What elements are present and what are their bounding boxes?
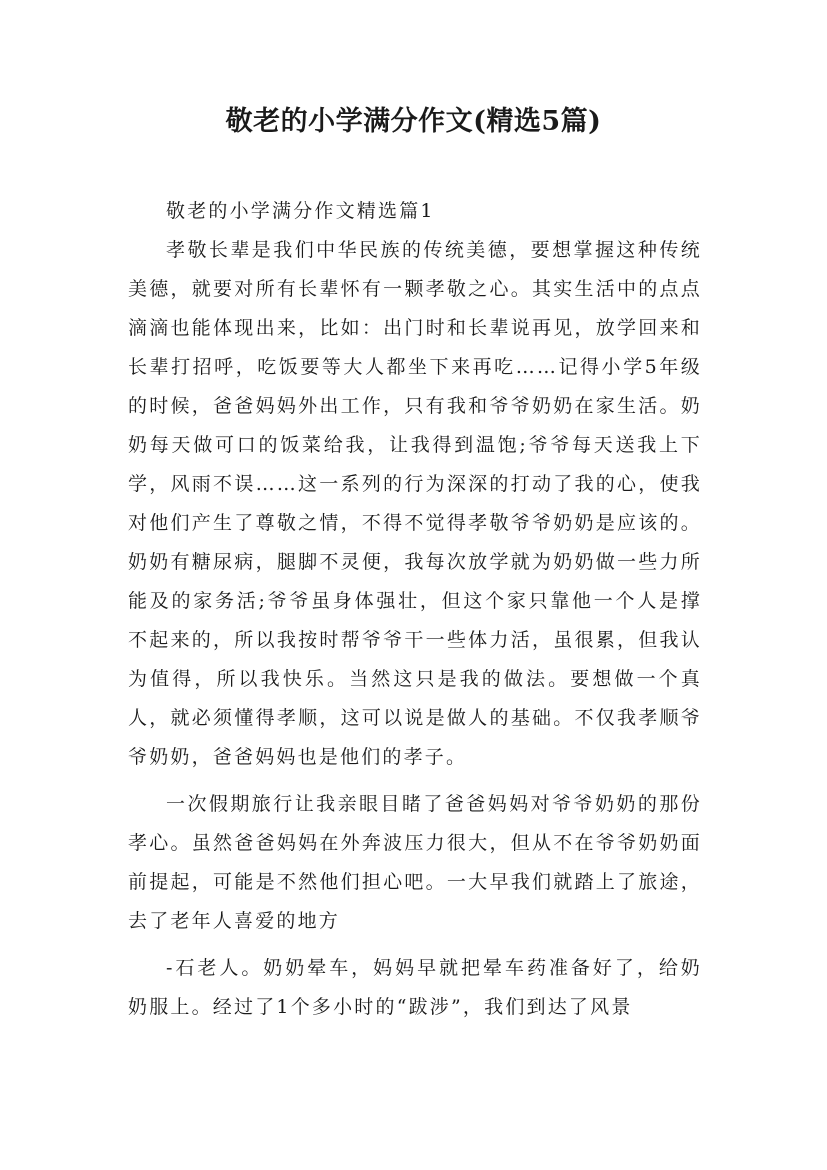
section-heading: 敬老的小学满分作文精选篇1 — [166, 200, 435, 222]
paragraph-1: 孝敬长辈是我们中华民族的传统美德，要想掌握这种传统美德，就要对所有长辈怀有一颗孝敬之心。其实生活中的点点滴滴也能体现出来，比如：出门时和长辈说再见，放学回来和长辈打招呼，吃饭要等大人都坐下来再吃……记得小学5年级的时候，爸爸妈妈外出工作，只有我和爷爷奶奶在家生活。奶奶每天做可口的饭菜给我，让我得到温饱;爷爷每天送我上下学，风雨不误……这一系列的行为深深的打动了我的心，使我对他们产生了尊敬之情，不得不觉得孝敬爷爷奶奶是应该的。奶奶有糖尿病，腿脚不灵便，我每次放学就为奶奶做一些力所能及的家务活;爷爷虽身体强壮，但这个家只靠他一个人是撑不起来的，所以我按时帮爷爷干一些体力活，虽很累，但我认为值得，所以我快乐。当然这只是我的做法。要想做一个真人，就必须懂得孝顺，这可以说是做人的基础。不仅我孝顺爷爷奶奶，爸爸妈妈也是他们的孝子。 — [128, 239, 702, 768]
document-body — [128, 192, 702, 1027]
paragraph-2: 一次假期旅行让我亲眼目睹了爸爸妈妈对爷爷奶奶的那份孝心。虽然爸爸妈妈在外奔波压力很大，但从不在爷爷奶奶面前提起，可能是不然他们担心吧。一大早我们就踏上了旅途，去了老年人喜爱的地方 — [128, 793, 702, 932]
document-title: 敬老的小学满分作文(精选5篇) — [225, 106, 602, 137]
paragraph-3: -石老人。奶奶晕车，妈妈早就把晕车药准备好了，给奶奶服上。经过了1个多小时的“跋涉”，我们到达了风景 — [128, 957, 702, 1018]
